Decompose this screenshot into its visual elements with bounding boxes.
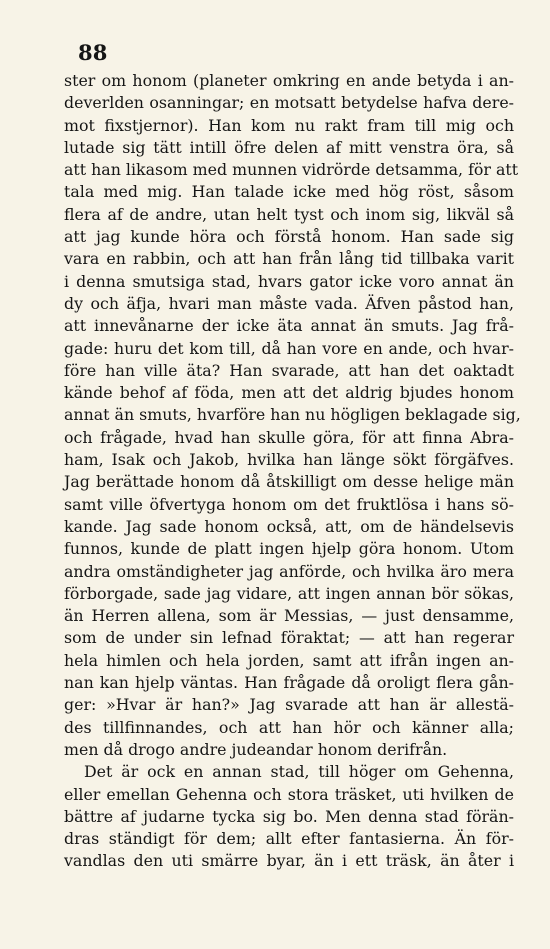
text-line-2: deverlden osanningar; en motsatt betydelse hafva dere- [64,93,514,113]
text-line-3: mot fixstjernor). Han kom nu rakt fram till mig och [64,115,514,135]
text-line-21: kande. Jag sade honom också, att, om de händelsevis [64,516,514,536]
text-line-35: dras ständigt för dem; allt efter fantasierna. Än för- [64,829,514,849]
text-line-34: bättre af judarne tycka sig bo. Men denna stad förän- [64,806,514,826]
page-number: 88 [78,40,108,65]
text-line-33: eller emellan Gehenna och stora träsket, uti hvilken de [64,784,514,804]
text-line-22: funnos, kunde de platt ingen hjelp göra honom. Utom [64,539,514,559]
text-line-20: samt ville öfvertyga honom om det fruktlösa i hans sö- [64,494,514,514]
text-line-31: men då drogo andre judeandar honom derifrån. [64,739,448,759]
text-line-5: att han likasom med munnen vidrörde detsamma, för att [64,160,519,180]
text-line-13: gade: huru det kom till, då han vore en ande, och hvar- [64,338,514,358]
text-line-28: nan kan hjelp väntas. Han frågade då oroligt flera gån- [64,673,514,693]
text-line-10: i denna smutsiga stad, hvars gator icke voro annat än [64,271,514,291]
text-line-4: lutade sig tätt intill öfre delen af mitt venstra öra, så [64,137,514,157]
text-line-29: ger: »Hvar är han?» Jag svarade att han är allestä- [64,695,514,715]
text-line-25: än Herren allena, som är Messias, — just densamme, [64,606,514,626]
text-line-32: Det är ock en annan stad, till höger om Gehenna, [84,762,514,782]
text-line-14: före han ville äta? Han svarade, att han det oaktadt [64,360,514,380]
text-line-36: vandlas den uti smärre byar, än i ett träsk, än åter i [64,851,514,871]
text-line-8: att jag kunde höra och förstå honom. Han sade sig [64,227,514,247]
text-line-19: Jag berättade honom då åtskilligt om desse helige män [64,472,514,492]
text-line-1: ster om honom (planeter omkring en ande betyda i an- [64,71,514,90]
text-line-23: andra omständigheter jag anförde, och hvilka äro mera [64,561,514,581]
body-text [64,70,521,873]
text-line-18: ham, Isak och Jakob, hvilka han länge sökt förgäfves. [64,450,514,470]
text-line-27: hela himlen och hela jorden, samt att ifrån ingen an- [64,650,514,670]
text-line-15: kände behof af föda, men att det aldrig bjudes honom [64,383,514,403]
text-line-7: flera af de andre, utan helt tyst och inom sig, likväl så [64,204,514,224]
text-line-12: att innevånarne der icke äta annat än smuts. Jag frå- [64,316,514,336]
text-line-16: annat än smuts, hvarföre han nu högligen beklagade sig, [64,405,521,425]
text-line-26: som de under sin lefnad föraktat; — att han regerar [64,628,514,648]
text-line-9: vara en rabbin, och att han från lång tid tillbaka varit [64,249,514,269]
text-line-24: förborgade, sade jag vidare, att ingen annan bör sökas, [64,583,514,603]
text-line-6: tala med mig. Han talade icke med hög röst, såsom [64,182,514,202]
text-line-11: dy och äfja, hvari man måste vada. Äfven påstod han, [64,293,514,313]
text-line-17: och frågade, hvad han skulle göra, för att finna Abra- [64,427,514,447]
text-line-30: des tillfinnandes, och att han hör och känner alla; [64,717,514,737]
